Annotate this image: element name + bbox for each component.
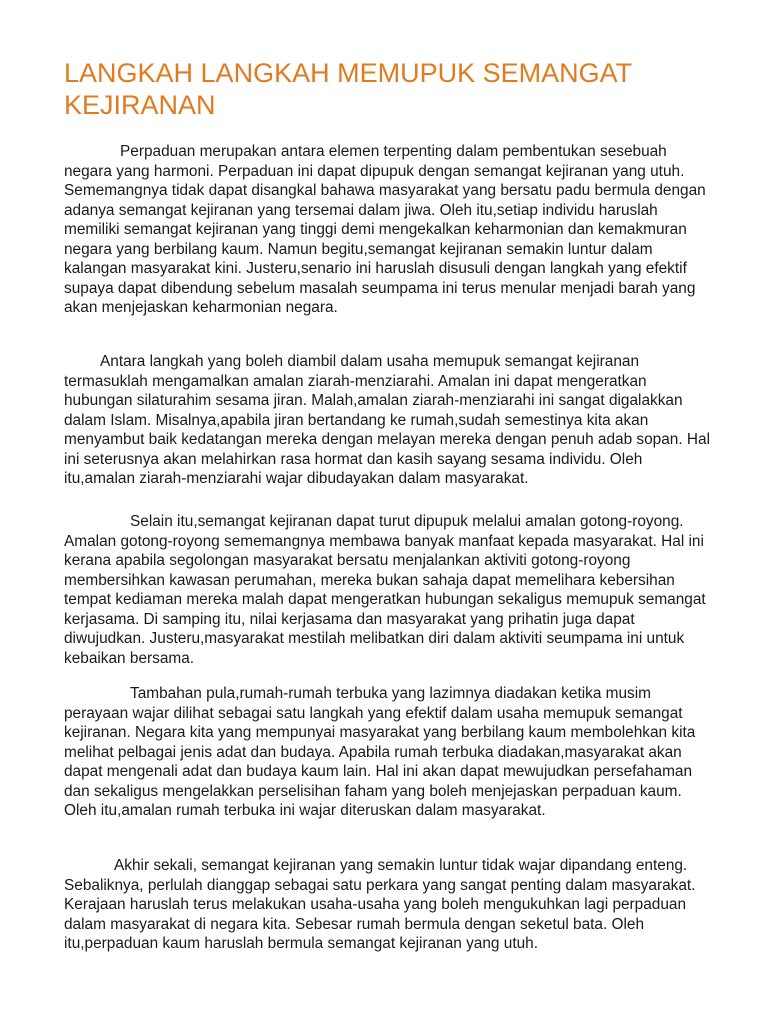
paragraph-gotong-royong: Selain itu,semangat kejiranan dapat turut dipupuk melalui amalan gotong-royong. Amalan gotong-royong sememangnya membawa banyak manfaat kepada masyarakat. Hal ini kerana apabila segolongan masyarakat bersatu menjalankan aktiviti gotong-royong membersihkan kawasan perumahan, mereka bukan sahaja dapat memelihara kebersihan tempat kediaman mereka malah dapat mengeratkan hubungan sekaligus memupuk semangat kerjasama. Di samping itu, nilai kerjasama dan masyarakat yang prihatin juga dapat diwujudkan. Justeru,masyarakat mestilah melibatkan diri dalam aktiviti seumpama ini untuk kebaikan bersama. <box>64 513 706 667</box>
page-title: LANGKAH LANGKAH MEMUPUK SEMANGAT KEJIRANAN <box>64 58 632 120</box>
paragraph-conclusion: Akhir sekali, semangat kejiranan yang semakin luntur tidak wajar dipandang enteng. Sebaliknya, perlulah dianggap sebagai satu perkara yang sangat penting dalam masyarakat. Kerajaan haruslah terus melakukan usaha-usaha yang boleh mengukuhkan lagi perpaduan dalam masyarakat di negara kita. Sebesar rumah bermula dengan seketul bata. Oleh itu,perpaduan kaum haruslah bermula semangat kejiranan yang utuh. <box>64 857 696 952</box>
paragraph-introduction: Perpaduan merupakan antara elemen terpenting dalam pembentukan sesebuah negara yang harmoni. Perpaduan ini dapat dipupuk dengan semangat kejiranan yang utuh. Sememangnya tidak dapat disangkal bahawa masyarakat yang bersatu padu bermula dengan adanya semangat kejiranan yang tersemai dalam jiwa. Oleh itu,setiap individu haruslah memiliki semangat kejiranan yang tinggi demi mengekalkan keharmonian dan kemakmuran negara yang berbilang kaum. Namun begitu,semangat kejiranan semakin luntur dalam kalangan masyarakat kini. Justeru,senario ini haruslah disusuli dengan langkah yang efektif supaya dapat dibendung sebelum masalah seumpama ini terus menular menjadi barah yang akan menjejaskan keharmonian negara. <box>64 143 706 316</box>
paragraph-rumah-terbuka: Tambahan pula,rumah-rumah terbuka yang lazimnya diadakan ketika musim perayaan wajar dilihat sebagai satu langkah yang efektif dalam usaha memupuk semangat kejiranan. Negara kita yang mempunyai masyarakat yang berbilang kaum membolehkan kita melihat pelbagai jenis adat dan budaya. Apabila rumah terbuka diadakan,masyarakat akan dapat mengenali adat dan budaya kaum lain. Hal ini akan dapat mewujudkan persefahaman dan sekaligus mengelakkan perselisihan faham yang boleh menjejaskan perpaduan kaum. Oleh itu,amalan rumah terbuka ini wajar diteruskan dalam masyarakat. <box>64 685 696 819</box>
paragraph-ziarah: Antara langkah yang boleh diambil dalam usaha memupuk semangat kejiranan termasuklah mengamalkan amalan ziarah-menziarahi. Amalan ini dapat mengeratkan hubungan silaturahim sesama jiran. Malah,amalan ziarah-menziarahi ini sangat digalakkan dalam Islam. Misalnya,apabila jiran bertandang ke rumah,sudah semestinya kita akan menyambut baik kedatangan mereka dengan melayan mereka dengan penuh adab sopan. Hal ini seterusnya akan melahirkan rasa hormat dan kasih sayang sesama individu. Oleh itu,amalan ziarah-menziarahi wajar dibudayakan dalam masyarakat. <box>64 353 710 487</box>
